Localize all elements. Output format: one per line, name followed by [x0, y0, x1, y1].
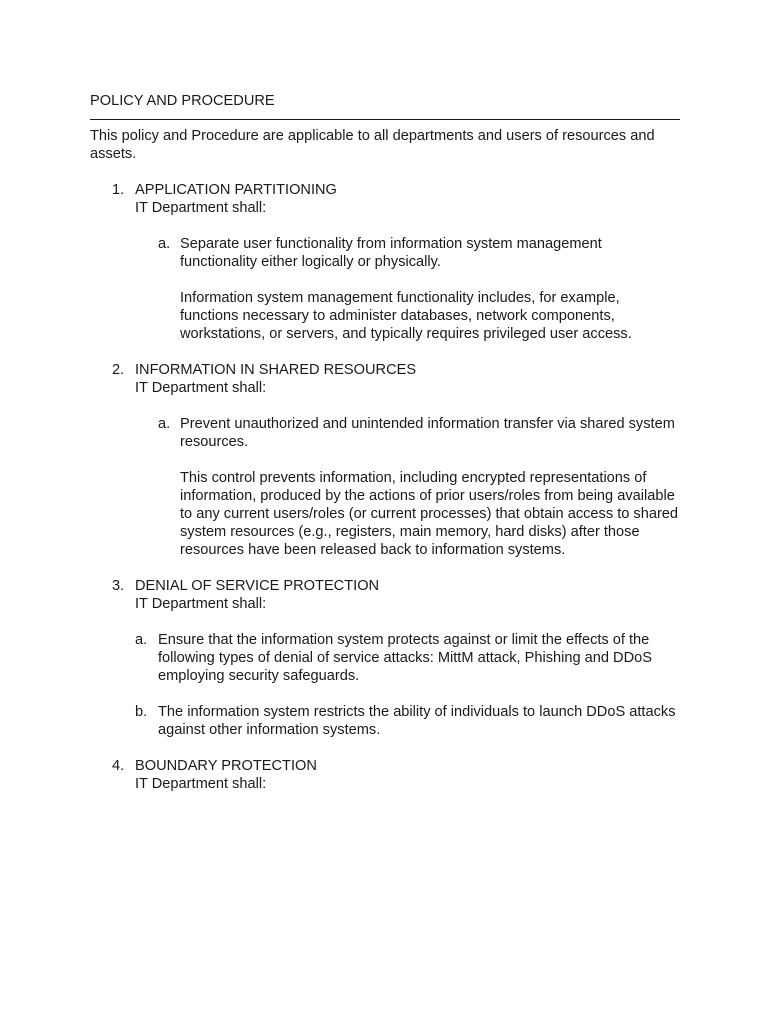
list-item: [135, 235, 680, 343]
section-information-in-shared-resources: [90, 361, 680, 559]
document-page: [90, 92, 680, 811]
item-paragraph: This control prevents information, including encrypted representations of information, produced by the actions of prior users/roles from being available to any current users/roles (or current processes) that obtain access to shared system resources (e.g., registers, main memory, hard disks) after those resources have been released back to information systems.: [180, 470, 679, 558]
section-lead: IT Department shall:: [135, 200, 267, 216]
section-items: [135, 631, 680, 739]
list-item: [135, 631, 680, 685]
section-title: BOUNDARY PROTECTION: [135, 758, 317, 774]
item-paragraph: The information system restricts the ability of individuals to launch DDoS attacks against other information systems.: [158, 704, 676, 738]
section-items: [135, 415, 680, 559]
section-items: [135, 235, 680, 343]
item-letter: a.: [158, 416, 171, 432]
item-letter: a.: [135, 632, 148, 648]
section-number: 4.: [112, 758, 125, 774]
document-title: POLICY AND PROCEDURE: [90, 93, 275, 109]
intro-paragraph: This policy and Procedure are applicable to all departments and users of resources and assets.: [90, 128, 655, 162]
section-number: 3.: [112, 578, 125, 594]
section-denial-of-service-protection: [90, 577, 680, 739]
list-item: [135, 703, 680, 739]
item-paragraph: Separate user functionality from information system management functionality either logically or physically.: [180, 236, 602, 270]
item-letter: b.: [135, 704, 148, 720]
policy-sections: [90, 181, 680, 793]
item-paragraph: Prevent unauthorized and unintended information transfer via shared system resources.: [180, 416, 675, 450]
section-title: DENIAL OF SERVICE PROTECTION: [135, 578, 380, 594]
title-underline: [90, 119, 680, 120]
section-title: APPLICATION PARTITIONING: [135, 182, 337, 198]
section-number: 2.: [112, 362, 125, 378]
section-boundary-protection: [90, 757, 680, 793]
section-lead: IT Department shall:: [135, 596, 267, 612]
section-lead: IT Department shall:: [135, 776, 267, 792]
section-title: INFORMATION IN SHARED RESOURCES: [135, 362, 417, 378]
section-application-partitioning: [90, 181, 680, 343]
item-letter: a.: [158, 236, 171, 252]
section-lead: IT Department shall:: [135, 380, 267, 396]
section-number: 1.: [112, 182, 125, 198]
item-paragraph: Ensure that the information system protects against or limit the effects of the following types of denial of service attacks: MittM attack, Phishing and DDoS employing security safeguards.: [158, 632, 652, 684]
list-item: [135, 415, 680, 559]
item-paragraph: Information system management functionality includes, for example, functions necessary to administer databases, network components, workstations, or servers, and typically requires privileged user access.: [180, 290, 632, 342]
